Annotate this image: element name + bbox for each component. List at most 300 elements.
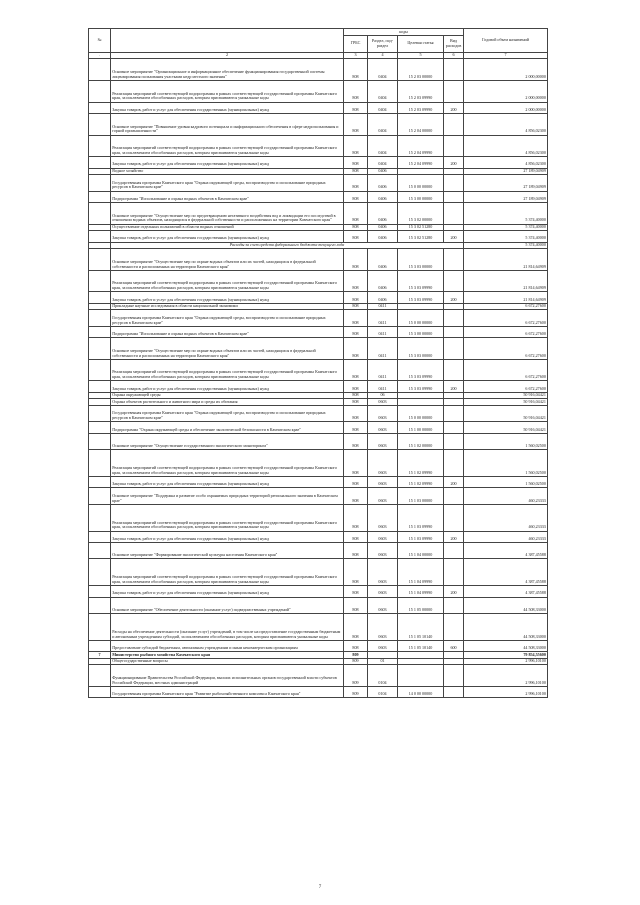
header-grbs: ГРБС [344, 35, 368, 52]
colnum-4: 4 [368, 52, 398, 59]
expense-name-cell: Государственная программа Камчатского края "Охрана окружающей среды, воспроизводство и использование природных ресурсов в Камчатском крае" [111, 405, 344, 422]
grbs-code-cell: 809 [344, 658, 368, 665]
razdel-code-cell: 0406 [368, 202, 398, 224]
target-article-cell: 15 1 04 00000 [398, 542, 444, 559]
target-article-cell: 15 1 03 09990 [398, 504, 444, 531]
expense-type-cell [444, 175, 464, 192]
table-row [89, 303, 548, 310]
row-number-cell [89, 359, 111, 381]
razdel-code-cell: 0603 [368, 640, 398, 651]
annual-amount-cell: 50 916,04421 [464, 422, 548, 433]
annual-amount-cell: 5 374,40000 [464, 231, 548, 242]
expense-type-cell [444, 399, 464, 406]
expense-type-cell: 200 [444, 381, 464, 392]
annual-amount-cell: 460,23333 [464, 531, 548, 542]
annual-amount-cell: 5 374,40000 [464, 224, 548, 231]
target-article-cell: 15 2 03 09990 [398, 102, 444, 113]
row-number-cell [89, 542, 111, 559]
grbs-code-cell: 808 [344, 202, 368, 224]
colnum-6: 6 [444, 52, 464, 59]
grbs-code-cell: 808 [344, 392, 368, 399]
expense-type-cell [444, 359, 464, 381]
grbs-code-cell: 808 [344, 504, 368, 531]
razdel-code-cell: 0603 [368, 405, 398, 422]
grbs-code-cell: 808 [344, 270, 368, 292]
expense-name-cell: Подпрограмма "Использование и охрана водных объектов в Камчатском крае" [111, 191, 344, 202]
expense-name-cell: Охрана объектов растительного и животного мира и среды их обитания [111, 399, 344, 406]
annual-amount-cell: 6 672,27600 [464, 338, 548, 360]
colnum-3: 3 [344, 52, 368, 59]
grbs-code-cell: 808 [344, 338, 368, 360]
annual-amount-cell: 4 856,02300 [464, 135, 548, 157]
target-article-cell [398, 658, 444, 665]
razdel-code-cell: 0411 [368, 359, 398, 381]
expense-type-cell [444, 614, 464, 641]
table-row [89, 597, 548, 614]
expense-type-cell: 200 [444, 476, 464, 487]
annual-amount-cell: 4 387,45588 [464, 542, 548, 559]
table-row [89, 113, 548, 135]
row-number-cell [89, 531, 111, 542]
expense-type-cell [444, 113, 464, 135]
row-number-cell [89, 249, 111, 271]
annual-amount-cell: 50 916,04421 [464, 399, 548, 406]
expense-type-cell [444, 202, 464, 224]
target-article-cell [398, 168, 444, 175]
row-number-cell [89, 242, 111, 249]
grbs-code-cell: 808 [344, 597, 368, 614]
note-cell: Расходы за счет средств федерального бюджета текущего года [111, 242, 464, 249]
grbs-code-cell: 808 [344, 292, 368, 303]
target-article-cell: 15 3 02 00000 [398, 202, 444, 224]
expense-type-cell [444, 326, 464, 337]
annual-amount-cell: 2 996,10100 [464, 686, 548, 697]
colnum-7: 7 [464, 52, 548, 59]
table-row [89, 652, 548, 659]
annual-amount-cell: 44 508,33000 [464, 640, 548, 651]
table-row [89, 405, 548, 422]
grbs-code-cell: 808 [344, 488, 368, 505]
row-number-cell [89, 292, 111, 303]
header-annual: Годовой объем назначений [464, 29, 548, 53]
expense-name-cell: Закупка товаров, работ и услуг для обеспечения государственных (муниципальных) нужд [111, 531, 344, 542]
row-number-cell [89, 504, 111, 531]
annual-amount-cell: 21 814,64909 [464, 292, 548, 303]
target-article-cell: 15 3 03 09990 [398, 270, 444, 292]
row-number-cell [89, 59, 111, 81]
row-number-cell [89, 399, 111, 406]
grbs-code-cell: 808 [344, 405, 368, 422]
colnum-5: 5 [398, 52, 444, 59]
target-article-cell: 15 2 03 09990 [398, 80, 444, 102]
expense-name-cell: Расходы на обеспечение деятельности (оказание услуг) учреждений, в том числе на предоставление государственным бюджетным и автономным учреждениям субсидий, за исключением обособленных расходов, которым присваиваются уникальные коды [111, 614, 344, 641]
table-row [89, 168, 548, 175]
column-numbers-row [89, 52, 548, 59]
row-number-cell [89, 175, 111, 192]
row-number-cell [89, 113, 111, 135]
expense-type-cell: 200 [444, 531, 464, 542]
expense-type-cell: 200 [444, 157, 464, 168]
annual-amount-cell: 21 814,64909 [464, 249, 548, 271]
expense-type-cell: 200 [444, 586, 464, 597]
expense-type-cell [444, 303, 464, 310]
header-razdel: Раздел, под-раздел [368, 35, 398, 52]
target-article-cell: 15 3 03 09990 [398, 292, 444, 303]
expense-name-cell: Реализация мероприятий соответствующей подпрограммы в рамках соответствующей государственной программы Камчатского края, за исключением обособленных расходов, которым присваиваются уникальные коды [111, 270, 344, 292]
grbs-code-cell: 808 [344, 614, 368, 641]
expense-type-cell [444, 168, 464, 175]
annual-amount-cell: 6 672,27600 [464, 359, 548, 381]
expense-name-cell: Государственная программа Камчатского края "Охрана окружающей среды, воспроизводство и использование природных ресурсов в Камчатском крае" [111, 175, 344, 192]
table-row [89, 326, 548, 337]
expense-type-cell [444, 542, 464, 559]
annual-amount-cell: 6 672,27600 [464, 381, 548, 392]
row-number-cell [89, 310, 111, 327]
grbs-code-cell: 808 [344, 102, 368, 113]
table-row [89, 392, 548, 399]
grbs-code-cell: 808 [344, 559, 368, 586]
expense-name-cell: Функционирование Правительства Российской Федерации, высших исполнительных органов государственной власти субъектов Российской Федерации, местных администраций [111, 665, 344, 687]
annual-amount-cell: 2 000,00000 [464, 59, 548, 81]
target-article-cell: 15 1 02 09990 [398, 450, 444, 477]
header-row-codes [89, 29, 548, 36]
annual-amount-cell: 6 672,27600 [464, 303, 548, 310]
table-row [89, 80, 548, 102]
target-article-cell: 15 1 05 10140 [398, 614, 444, 641]
grbs-code-cell: 808 [344, 303, 368, 310]
razdel-code-cell: 0404 [368, 157, 398, 168]
annual-amount-cell: 6 672,27600 [464, 326, 548, 337]
annual-amount-cell: 460,23333 [464, 488, 548, 505]
razdel-code-cell: 0404 [368, 135, 398, 157]
table-row [89, 614, 548, 641]
razdel-code-cell: 0603 [368, 504, 398, 531]
expense-type-cell [444, 422, 464, 433]
razdel-code-cell: 0406 [368, 191, 398, 202]
expense-type-cell [444, 191, 464, 202]
expense-name-cell: Предоставление субсидий бюджетным, автономным учреждениям и иным некоммерческим организациям [111, 640, 344, 651]
expense-name-cell: Закупка товаров, работ и услуг для обеспечения государственных (муниципальных) нужд [111, 476, 344, 487]
target-article-cell: 15 2 04 09990 [398, 135, 444, 157]
razdel-code-cell: 0603 [368, 559, 398, 586]
razdel-code-cell: 0406 [368, 175, 398, 192]
expense-name-cell: Основное мероприятие "Осуществление мер по предотвращению негативного воздействия вод и ликвидации его последствий в отношении водных объектов, находящихся в федеральной собственности и расположенных на территории Камчатского края" [111, 202, 344, 224]
annual-amount-cell: 5 374,40000 [464, 202, 548, 224]
row-number-cell [89, 614, 111, 641]
razdel-code-cell: 0603 [368, 586, 398, 597]
razdel-code-cell: 0406 [368, 231, 398, 242]
annual-amount-cell: 4 387,45588 [464, 586, 548, 597]
expense-name-cell: Закупка товаров, работ и услуг для обеспечения государственных (муниципальных) нужд [111, 157, 344, 168]
razdel-code-cell: 01 [368, 658, 398, 665]
target-article-cell: 15 1 05 10140 [398, 640, 444, 651]
table-row [89, 249, 548, 271]
row-number-cell [89, 658, 111, 665]
table-row [89, 531, 548, 542]
row-number-cell [89, 191, 111, 202]
expense-type-cell: 200 [444, 102, 464, 113]
grbs-code-cell: 809 [344, 652, 368, 659]
expense-type-cell [444, 59, 464, 81]
razdel-code-cell: 0404 [368, 59, 398, 81]
expense-name-cell: Реализация мероприятий соответствующей подпрограммы в рамках соответствующей государственной программы Камчатского края, за исключением обособленных расходов, которым присваиваются уникальные коды [111, 504, 344, 531]
table-row [89, 175, 548, 192]
target-article-cell: 15 0 00 00000 [398, 310, 444, 327]
razdel-code-cell [368, 652, 398, 659]
razdel-code-cell: 0603 [368, 488, 398, 505]
row-number-cell [89, 102, 111, 113]
row-number-cell [89, 597, 111, 614]
target-article-cell: 15 0 00 00000 [398, 175, 444, 192]
expense-type-cell [444, 392, 464, 399]
expense-name-cell: Закупка товаров, работ и услуг для обеспечения государственных (муниципальных) нужд [111, 102, 344, 113]
table-row [89, 476, 548, 487]
annual-amount-cell: 21 814,64909 [464, 270, 548, 292]
table-row [89, 433, 548, 450]
grbs-code-cell: 808 [344, 531, 368, 542]
expense-name-cell: Основное мероприятие "Осуществление мер по охране водных объектов или их частей, находящихся в федеральной собственности и расположенных на территории Камчатского края" [111, 249, 344, 271]
grbs-code-cell: 808 [344, 231, 368, 242]
expense-name-cell: Подпрограмма "Использование и охрана водных объектов в Камчатском крае" [111, 326, 344, 337]
annual-amount-cell: 460,23333 [464, 504, 548, 531]
expense-name-cell: Реализация мероприятий соответствующей подпрограммы в рамках соответствующей государственной программы Камчатского края, за исключением обособленных расходов, которым присваиваются уникальные коды [111, 359, 344, 381]
expense-name-cell: Основное мероприятие "Обеспечение деятельности (оказание услуг) подведомственных учреждений" [111, 597, 344, 614]
annual-amount-cell: 2 996,10100 [464, 665, 548, 687]
expense-type-cell [444, 80, 464, 102]
grbs-code-cell: 809 [344, 665, 368, 687]
razdel-code-cell: 0404 [368, 102, 398, 113]
annual-amount-cell: 2 000,00000 [464, 80, 548, 102]
annual-amount-cell: 50 916,04421 [464, 392, 548, 399]
target-article-cell [398, 392, 444, 399]
annual-amount-cell: 5 374,40000 [464, 242, 548, 249]
razdel-code-cell: 06 [368, 392, 398, 399]
expense-type-cell [444, 559, 464, 586]
table-row [89, 640, 548, 651]
grbs-code-cell: 808 [344, 135, 368, 157]
expense-name-cell: Основное мероприятие "Поддержка и развитие особо охраняемых природных территорий регионального значения в Камчатском крае" [111, 488, 344, 505]
annual-amount-cell: 4 387,45588 [464, 559, 548, 586]
razdel-code-cell: 0406 [368, 249, 398, 271]
table-row [89, 542, 548, 559]
target-article-cell: 15 1 00 00000 [398, 422, 444, 433]
razdel-code-cell: 0603 [368, 422, 398, 433]
target-article-cell: 15 2 04 09990 [398, 157, 444, 168]
expense-type-cell [444, 504, 464, 531]
grbs-code-cell: 808 [344, 542, 368, 559]
row-number-cell [89, 640, 111, 651]
header-num: № [89, 29, 111, 53]
razdel-code-cell: 0603 [368, 597, 398, 614]
row-number-cell [89, 488, 111, 505]
table-row [89, 381, 548, 392]
table-row [89, 338, 548, 360]
expense-name-cell: Реализация мероприятий соответствующей подпрограммы в рамках соответствующей государственной программы Камчатского края, за исключением обособленных расходов, которым присваиваются уникальные коды [111, 450, 344, 477]
expense-name-cell: Министерство рыбного хозяйства Камчатского края [111, 652, 344, 659]
target-article-cell: 15 3 00 00000 [398, 326, 444, 337]
expense-type-cell [444, 665, 464, 687]
expense-name-cell: Закупка товаров, работ и услуг для обеспечения государственных (муниципальных) нужд [111, 231, 344, 242]
grbs-code-cell: 808 [344, 450, 368, 477]
target-article-cell: 15 2 04 00000 [398, 113, 444, 135]
target-article-cell: 15 2 03 00000 [398, 59, 444, 81]
razdel-code-cell: 0603 [368, 433, 398, 450]
grbs-code-cell: 808 [344, 191, 368, 202]
target-article-cell: 15 3 03 09990 [398, 359, 444, 381]
row-number-cell [89, 586, 111, 597]
target-article-cell: 15 1 05 00000 [398, 597, 444, 614]
colnum-1: . [89, 52, 111, 59]
row-number-cell [89, 405, 111, 422]
expense-type-cell [444, 310, 464, 327]
target-article-cell [398, 652, 444, 659]
target-article-cell: 15 3 03 00000 [398, 249, 444, 271]
target-article-cell: 15 1 02 09990 [398, 476, 444, 487]
target-article-cell: 15 1 03 00000 [398, 488, 444, 505]
razdel-code-cell: 0406 [368, 224, 398, 231]
table-row [89, 450, 548, 477]
grbs-code-cell: 808 [344, 249, 368, 271]
annual-amount-cell: 6 672,27600 [464, 310, 548, 327]
expense-name-cell: Основное мероприятие "Организационное и информационное обеспечение функционирования государственной системы лицензирования пользования участками недр местного значения" [111, 59, 344, 81]
grbs-code-cell: 808 [344, 399, 368, 406]
razdel-code-cell: 0411 [368, 310, 398, 327]
table-row [89, 665, 548, 687]
grbs-code-cell: 808 [344, 175, 368, 192]
table-row [89, 59, 548, 81]
annual-amount-cell: 1 560,02500 [464, 433, 548, 450]
header-cs: Целевая статья [398, 35, 444, 52]
grbs-code-cell: 808 [344, 640, 368, 651]
target-article-cell [398, 303, 444, 310]
grbs-code-cell: 808 [344, 59, 368, 81]
grbs-code-cell: 808 [344, 224, 368, 231]
row-number-cell [89, 135, 111, 157]
annual-amount-cell: 1 560,02500 [464, 450, 548, 477]
annual-amount-cell: 1 560,02500 [464, 476, 548, 487]
annual-amount-cell: 27 189,04909 [464, 191, 548, 202]
row-number-cell: 7 [89, 652, 111, 659]
grbs-code-cell: 808 [344, 310, 368, 327]
expense-name-cell: Закупка товаров, работ и услуг для обеспечения государственных (муниципальных) нужд [111, 381, 344, 392]
table-row [89, 422, 548, 433]
razdel-code-cell: 0406 [368, 292, 398, 303]
expense-name-cell: Закупка товаров, работ и услуг для обеспечения государственных (муниципальных) нужд [111, 292, 344, 303]
expense-name-cell: Подпрограмма "Охрана окружающей среды и обеспечение экологической безопасности в Камчатском крае" [111, 422, 344, 433]
row-number-cell [89, 476, 111, 487]
header-vr: Вид расходов [444, 35, 464, 52]
expense-type-cell [444, 405, 464, 422]
row-number-cell [89, 270, 111, 292]
row-number-cell [89, 157, 111, 168]
row-number-cell [89, 231, 111, 242]
expense-type-cell: 200 [444, 231, 464, 242]
table-row [89, 399, 548, 406]
target-article-cell: 15 1 04 09990 [398, 559, 444, 586]
table-row [89, 310, 548, 327]
annual-amount-cell: 44 508,33000 [464, 614, 548, 641]
grbs-code-cell: 808 [344, 476, 368, 487]
row-number-cell [89, 422, 111, 433]
grbs-code-cell: 808 [344, 157, 368, 168]
row-number-cell [89, 450, 111, 477]
annual-amount-cell: 79 854,55600 [464, 652, 548, 659]
razdel-code-cell: 0603 [368, 531, 398, 542]
expense-name-cell: Охрана окружающей среды [111, 392, 344, 399]
razdel-code-cell: 0406 [368, 168, 398, 175]
colnum-2: 2 [111, 52, 344, 59]
row-number-cell [89, 80, 111, 102]
table-row [89, 504, 548, 531]
target-article-cell [398, 399, 444, 406]
grbs-code-cell: 808 [344, 433, 368, 450]
razdel-code-cell: 0404 [368, 113, 398, 135]
expense-type-cell [444, 597, 464, 614]
row-number-cell [89, 303, 111, 310]
expense-type-cell [444, 686, 464, 697]
expense-type-cell [444, 658, 464, 665]
grbs-code-cell: 808 [344, 113, 368, 135]
razdel-code-cell: 0104 [368, 665, 398, 687]
annual-amount-cell: 50 916,04421 [464, 405, 548, 422]
row-number-cell [89, 168, 111, 175]
expense-type-cell [444, 488, 464, 505]
razdel-code-cell: 0411 [368, 303, 398, 310]
razdel-code-cell: 0104 [368, 686, 398, 697]
expense-name-cell: Государственная программа Камчатского края "Развитие рыбохозяйственного комплекса Камчатского края" [111, 686, 344, 697]
header-name [111, 29, 344, 53]
expense-type-cell [444, 249, 464, 271]
razdel-code-cell: 0603 [368, 476, 398, 487]
target-article-cell: 15 3 02 51280 [398, 224, 444, 231]
table-row [89, 559, 548, 586]
row-number-cell [89, 326, 111, 337]
expense-type-cell [444, 450, 464, 477]
expense-name-cell: Общегосударственные вопросы [111, 658, 344, 665]
grbs-code-cell: 808 [344, 422, 368, 433]
table-row [89, 658, 548, 665]
razdel-code-cell: 0404 [368, 80, 398, 102]
grbs-code-cell: 808 [344, 381, 368, 392]
grbs-code-cell: 808 [344, 80, 368, 102]
expense-type-cell [444, 270, 464, 292]
page-number: 7 [318, 885, 322, 890]
grbs-code-cell: 808 [344, 359, 368, 381]
table-row [89, 102, 548, 113]
budget-table [88, 28, 548, 698]
table-row [89, 242, 548, 249]
expense-type-cell: 200 [444, 292, 464, 303]
expense-name-cell: Закупка товаров, работ и услуг для обеспечения государственных (муниципальных) нужд [111, 586, 344, 597]
expense-type-cell: 600 [444, 640, 464, 651]
grbs-code-cell: 809 [344, 686, 368, 697]
grbs-code-cell: 808 [344, 326, 368, 337]
expense-type-cell [444, 135, 464, 157]
razdel-code-cell: 0411 [368, 326, 398, 337]
expense-name-cell: Осуществление отдельных полномочий в области водных отношений [111, 224, 344, 231]
row-number-cell [89, 338, 111, 360]
table-row [89, 135, 548, 157]
expense-name-cell: Реализация мероприятий соответствующей подпрограммы в рамках соответствующей государственной программы Камчатского края, за исключением обособленных расходов, которым присваиваются уникальные коды [111, 559, 344, 586]
razdel-code-cell: 0603 [368, 614, 398, 641]
razdel-code-cell: 0411 [368, 338, 398, 360]
row-number-cell [89, 224, 111, 231]
target-article-cell: 15 3 03 09990 [398, 381, 444, 392]
grbs-code-cell: 808 [344, 168, 368, 175]
target-article-cell: 15 1 04 09990 [398, 586, 444, 597]
budget-table-page [88, 28, 547, 698]
expense-type-cell [444, 652, 464, 659]
